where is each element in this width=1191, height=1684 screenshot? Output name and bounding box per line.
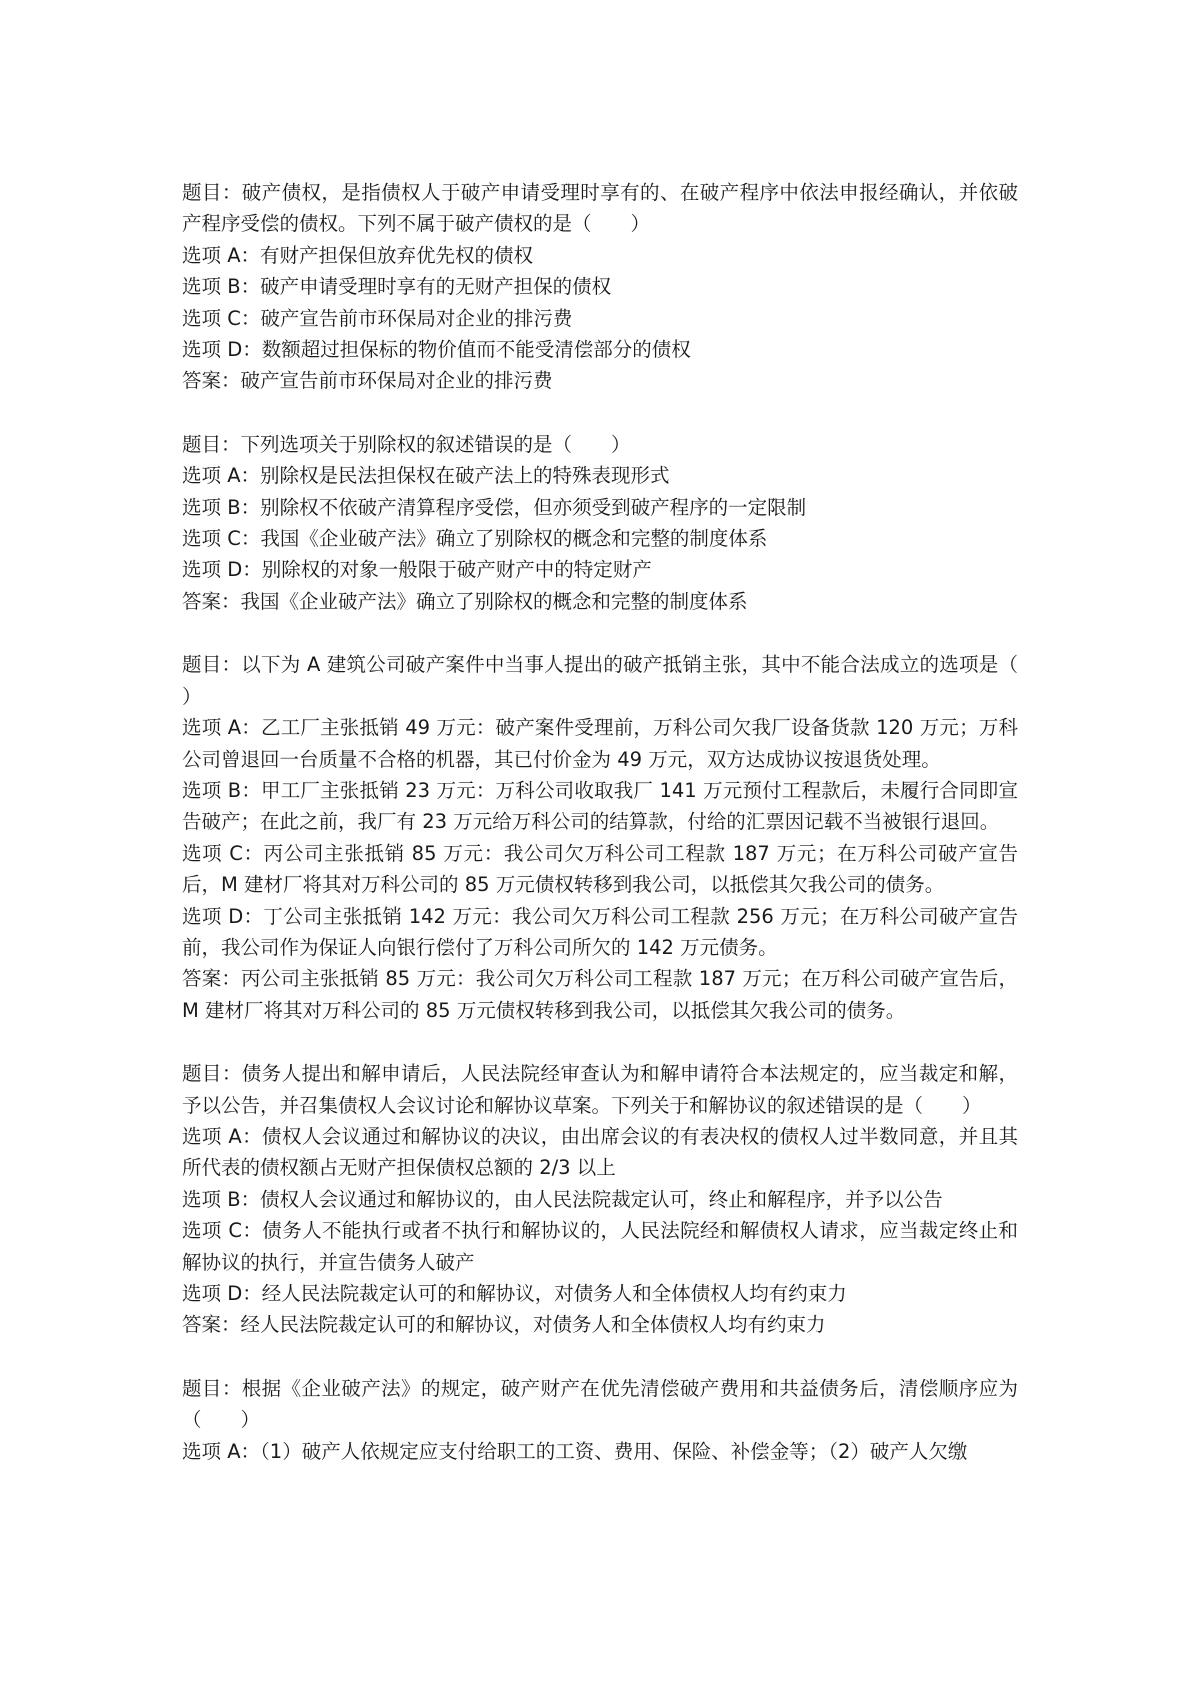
option-c: 选项 C：债务人不能执行或者不执行和解协议的，人民法院经和解债权人请求，应当裁定终止和解协议的执行，并宣告债务人破产 (182, 1219, 1018, 1274)
option-d: 选项 D：丁公司主张抵销 142 万元：我公司欠万科公司工程款 256 万元；在万科公司破产宣告前，我公司作为保证人向银行偿付了万科公司所欠的 142 万元债务。 (182, 904, 1018, 959)
option-b: 选项 B：债权人会议通过和解协议的，由人民法院裁定认可，终止和解程序，并予以公告 (182, 1187, 943, 1211)
question-text: 题目：以下为 A 建筑公司破产案件中当事人提出的破产抵销主张，其中不能合法成立的选项是（ ） (182, 653, 1077, 708)
question-text: 题目：破产债权，是指债权人于破产申请受理时享有的、在破产程序中依法申报经确认，并依破产程序受偿的债权。下列不属于破产债权的是（ ） (182, 181, 1018, 236)
option-c: 选项 C：破产宣告前市环保局对企业的排污费 (182, 306, 573, 330)
answer-text: 答案：经人民法院裁定认可的和解协议，对债务人和全体债权人均有约束力 (182, 1313, 826, 1337)
question-text: 题目：债务人提出和解申请后，人民法院经审查认为和解申请符合本法规定的，应当裁定和解，予以公告，并召集债权人会议讨论和解协议草案。下列关于和解协议的叙述错误的是（ ） (182, 1062, 1018, 1117)
option-c: 选项 C：我国《企业破产法》确立了别除权的概念和完整的制度体系 (182, 527, 768, 551)
option-a: 选项 A：（1）破产人依规定应支付给职工的工资、费用、保险、补偿金等；（2）破产人欠缴 (182, 1439, 968, 1463)
option-a: 选项 A：债权人会议通过和解协议的决议，由出席会议的有表决权的债权人过半数同意，并且其所代表的债权额占无财产担保债权总额的 2/3 以上 (182, 1124, 1018, 1180)
option-b: 选项 B：别除权不依破产清算程序受偿，但亦须受到破产程序的一定限制 (182, 495, 807, 519)
option-c: 选项 C：丙公司主张抵销 85 万元：我公司欠万科公司工程款 187 万元；在万科公司破产宣告后，M 建材厂将其对万科公司的 85 万元债权转移到我公司，以抵偿其欠我公司的债务。 (182, 841, 1018, 897)
option-b: 选项 B：甲工厂主张抵销 23 万元：万科公司收取我厂 141 万元预付工程款后，未履行合同即宣告破产；在此之前，我厂有 23 万元给万科公司的结算款，付给的汇票因记载不当被银行退回。 (182, 778, 1018, 834)
answer-text: 答案：我国《企业破产法》确立了别除权的概念和完整的制度体系 (182, 589, 748, 613)
question-block-2 (182, 429, 1018, 617)
answer-text: 答案：丙公司主张抵销 85 万元：我公司欠万科公司工程款 187 万元；在万科公司破产宣告后，M 建材厂将其对万科公司的 85 万元债权转移到我公司，以抵偿其欠我公司的债务。 (182, 967, 1018, 1022)
question-text: 题目：根据《企业破产法》的规定，破产财产在优先清偿破产费用和共益债务后，清偿顺序应为（ ） (182, 1376, 1018, 1432)
option-d: 选项 D：经人民法院裁定认可的和解协议，对债务人和全体债权人均有约束力 (182, 1282, 847, 1305)
question-block-5 (182, 1373, 1018, 1467)
option-a: 选项 A：有财产担保但放弃优先权的债权 (182, 243, 534, 267)
document-page (182, 177, 1077, 1499)
option-a: 选项 A：乙工厂主张抵销 49 万元：破产案件受理前，万科公司欠我厂设备货款 120 万元；万科公司曾退回一台质量不合格的机器，其已付价金为 49 万元，双方达成协议按退货处理。 (182, 716, 1018, 771)
option-b: 选项 B：破产申请受理时享有的无财产担保的债权 (182, 275, 612, 299)
question-block-1 (182, 177, 1018, 397)
question-block-3 (182, 649, 1077, 1026)
question-text: 题目：下列选项关于别除权的叙述错误的是（ ） (182, 432, 631, 456)
option-a: 选项 A：别除权是民法担保权在破产法上的特殊表现形式 (182, 464, 670, 488)
answer-text: 答案：破产宣告前市环保局对企业的排污费 (182, 369, 553, 393)
option-d: 选项 D：数额超过担保标的物价值而不能受清偿部分的债权 (182, 338, 691, 362)
question-block-4 (182, 1058, 1018, 1341)
option-d: 选项 D：别除权的对象一般限于破产财产中的特定财产 (182, 558, 652, 582)
